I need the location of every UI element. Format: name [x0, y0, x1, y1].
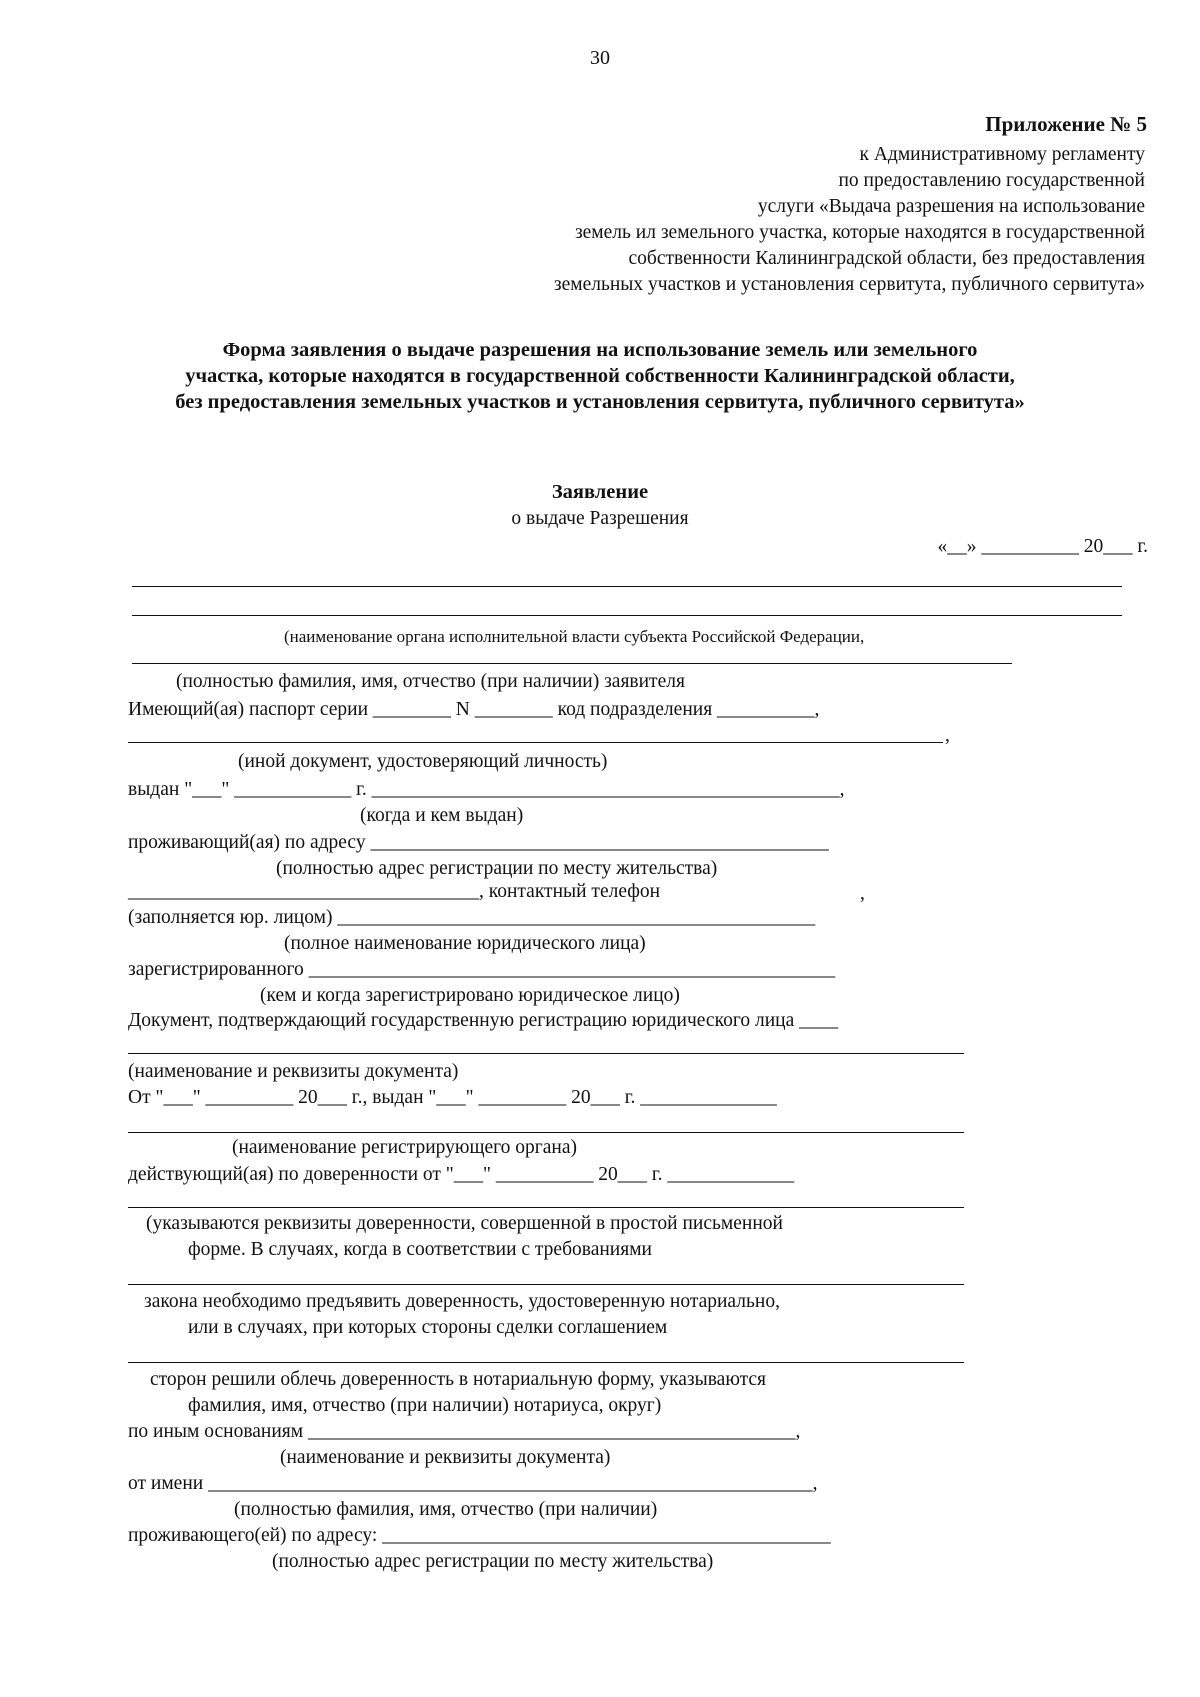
- proxy-caption: или в случаях, при которых стороны сделки соглашением: [188, 1317, 668, 1338]
- form-title-line: Форма заявления о выдаче разрешения на использование земель или земельного: [222, 339, 978, 361]
- appendix-line: услуги «Выдача разрешения на использование: [757, 196, 1145, 217]
- proxy-caption: закона необходимо предъявить доверенность, удостоверенную нотариально,: [144, 1291, 780, 1312]
- authority-caption: (наименование органа исполнительной власти субъекта Российской Федерации,: [284, 627, 865, 646]
- form-title-line: без предоставления земельных участков и установления сервитута, публичного сервитута»: [175, 391, 1025, 413]
- applicant-caption: (полностью фамилия, имя, отчество (при наличии) заявителя: [176, 671, 685, 692]
- registered-caption: (кем и когда зарегистрировано юридическое лицо): [260, 985, 680, 1006]
- appendix-line: к Административному регламенту: [859, 144, 1145, 165]
- application-subheading: о выдаче Разрешения: [511, 508, 689, 529]
- comma: ,: [945, 725, 950, 746]
- other-grounds-line: по иным основаниям __________________________________________________,: [128, 1421, 801, 1442]
- authority-line: [132, 615, 1122, 616]
- proxy-blank-line: [128, 1207, 964, 1208]
- issued-line: выдан "___" ____________ г. ________________________________________________,: [128, 779, 845, 800]
- appendix-line: собственности Калининградской области, без предоставления: [628, 248, 1145, 269]
- residing2-caption: (полностью адрес регистрации по месту жительства): [272, 1551, 714, 1572]
- appendix-line: земель ил земельного участка, которые находятся в государственной: [574, 222, 1145, 243]
- proxy-line: действующий(ая) по доверенности от "___" __________ 20___ г. _____________: [128, 1164, 795, 1185]
- proxy-caption: (указываются реквизиты доверенности, совершенной в простой письменной: [146, 1213, 783, 1234]
- authority-line: [132, 586, 1122, 587]
- appendix-line: земельных участков и установления сервитута, публичного сервитута»: [553, 274, 1145, 295]
- from-line: От "___" _________ 20___ г., выдан "___" _________ 20___ г. ______________: [128, 1087, 777, 1108]
- phone-comma: ,: [860, 883, 865, 904]
- proxy-blank-line: [128, 1284, 964, 1285]
- date-line: «__» __________ 20___ г.: [937, 536, 1148, 557]
- proxy-caption: форме. В случаях, когда в соответствии с требованиями: [188, 1239, 652, 1260]
- residing-line: проживающий(ая) по адресу _______________________________________________: [128, 832, 829, 853]
- reg-org-caption: (наименование регистрирующего органа): [232, 1137, 578, 1158]
- appendix-line: по предоставлению государственной: [838, 170, 1145, 191]
- issued-caption: (когда и кем выдан): [360, 805, 524, 826]
- legal-entity-caption: (полное наименование юридического лица): [284, 933, 646, 954]
- other-grounds-caption: (наименование и реквизиты документа): [280, 1447, 611, 1468]
- residing-caption: (полностью адрес регистрации по месту жительства): [276, 858, 718, 879]
- proxy-blank-line: [128, 1362, 964, 1363]
- registered-line: зарегистрированного ______________________________________________________: [128, 959, 836, 980]
- reg-doc-caption: (наименование и реквизиты документа): [128, 1061, 459, 1082]
- legal-entity-line: (заполняется юр. лицом) _________________________________________________: [128, 907, 816, 928]
- on-behalf-line: от имени ______________________________________________________________,: [128, 1473, 818, 1494]
- proxy-caption: сторон решили облечь доверенность в нотариальную форму, указываются: [150, 1369, 767, 1390]
- page-number: 30: [590, 47, 610, 69]
- passport-line: Имеющий(ая) паспорт серии ________ N ________ код подразделения __________,: [128, 699, 820, 720]
- application-heading: Заявление: [551, 481, 649, 503]
- reg-doc-blank-line: [128, 1053, 964, 1054]
- form-title-line: участка, которые находятся в государственной собственности Калининградской области,: [185, 365, 1015, 387]
- phone-line: ____________________________________, контактный телефон: [128, 881, 661, 902]
- proxy-caption: фамилия, имя, отчество (при наличии) нотариуса, округ): [188, 1395, 662, 1416]
- on-behalf-caption: (полностью фамилия, имя, отчество (при наличии): [234, 1499, 658, 1520]
- reg-doc-line: Документ, подтверждающий государственную регистрацию юридического лица ____: [128, 1010, 839, 1031]
- residing2-line: проживающего(ей) по адресу: ______________________________________________: [128, 1525, 831, 1546]
- other-doc-line: [128, 742, 943, 743]
- appendix-title: Приложение № 5: [985, 112, 1147, 136]
- other-doc-caption: (иной документ, удостоверяющий личность): [238, 751, 608, 772]
- reg-org-blank-line: [128, 1132, 964, 1133]
- applicant-line: [132, 663, 1012, 664]
